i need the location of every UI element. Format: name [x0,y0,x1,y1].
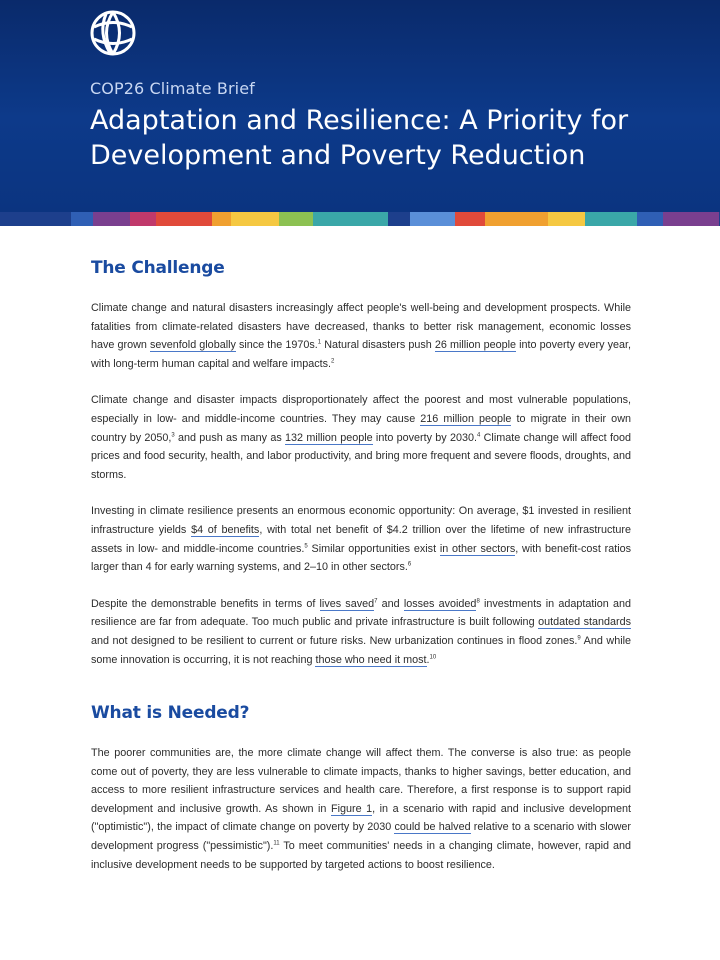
link-4-of-benefits[interactable]: $4 of benefits [191,523,260,536]
stripe-segment [548,212,585,226]
link-in-other-sectors[interactable]: in other sectors [439,542,516,555]
stripe-segment [485,212,548,226]
stripe-segment [0,212,71,226]
text: and not designed to be resilient to current or future risks. New urbanization continues in flood zones. [91,634,578,647]
stripe-segment [585,212,637,226]
stripe-segment [231,212,279,226]
section-heading-challenge: The Challenge [91,258,225,278]
stripe-segment [279,212,313,226]
text: To meet communities' needs in a changing climate, however, rapid and inclusive development needs to be supported by targeted actions to boost resilience. [91,840,631,871]
footnote-ref: 4 [477,431,481,438]
text: . [426,653,430,666]
stripe-segment [455,212,485,226]
link-132-million-people[interactable]: 132 million people [285,431,373,444]
text: , with benefit-cost ratios larger than 4 for early warning systems, and 2–10 in other sectors. [91,542,632,574]
paragraph [91,502,631,576]
footnote-ref: 8 [476,598,480,605]
footnote-ref: 10 [429,653,437,660]
text: into poverty every year, with long-term human capital and welfare impacts. [91,339,632,370]
footnote-ref: 7 [374,598,378,605]
link-figure-1[interactable]: Figure 1 [330,802,373,815]
page-title: Adaptation and Resilience: A Priority for Development and Poverty Reduction [90,105,629,171]
text: The poorer communities are, the more climate change will affect them. The converse is also true: as people come out of poverty, they are less vulnerable to climate impacts, thanks to higher savings, better education, and access to more resilient infrastructure services and health care. Therefore, a first response is to support rapid development and inclusive growth. As shown in [91,747,631,815]
link-losses-avoided[interactable]: losses avoided [403,597,477,610]
brief-header [0,0,720,214]
text: into poverty by 2030. [372,431,477,444]
text: to migrate in their own country by 2050, [91,412,631,444]
stripe-segment [410,212,455,226]
text: investments in adaptation and resilience are far from adequate. Too much public and private infrastructure is built following [91,597,631,629]
text: Climate change and natural disasters increasingly affect people's well-being and development prospects. While fatalities from climate-related disasters have decreased, thanks to better risk management, economic losses have grown [91,302,631,352]
link-216-million-people[interactable]: 216 million people [420,412,512,425]
footnote-ref: 11 [273,840,280,847]
link-lives-saved[interactable]: lives saved [319,597,375,610]
text: relative to a scenario with slower development progress ("pessimistic"). [91,821,632,853]
text: , in a scenario with rapid and inclusive development ("optimistic"), the impact of climate change on poverty by 2030 [91,802,632,834]
stripe-segment [637,212,663,226]
text: And while some innovation is occurring, it is not reaching [91,634,631,666]
link-sevenfold-globally[interactable]: sevenfold globally [149,339,236,352]
paragraph [91,391,631,484]
text: , with total net benefit of $4.2 trillion over the lifetime of new infrastructure assets in low- and middle-income countries. [91,523,631,555]
stripe-segment [156,212,212,226]
brief-subtitle: COP26 Climate Brief [90,79,255,98]
text: Climate change and disaster impacts disproportionately affect the poorest and most vulnerable populations, especially in low- and middle-income countries. They may cause [91,394,631,425]
stripe-segment [388,212,410,226]
footnote-ref: 2 [331,358,335,365]
stripe-segment [71,212,93,226]
paragraph [91,595,631,669]
text: Climate change will affect food prices and food security, health, and labor productivity, and bring more frequent and severe floods, droughts, and storms. [91,431,631,481]
stripe-segment [130,212,156,226]
paragraph [91,299,631,373]
footnote-ref: 3 [171,431,175,438]
footnote-ref: 1 [317,339,322,346]
globe-logo-icon [88,8,138,58]
text: Natural disasters push [321,339,435,352]
text: Similar opportunities exist [307,542,440,555]
text: Investing in climate resilience presents an enormous economic opportunity: On average, $1 invested in resilient infrastructure yields [91,505,631,536]
text: since the 1970s. [235,339,318,352]
stripe-segment [663,212,719,226]
text: and [377,597,404,610]
stripe-segment [212,212,231,226]
footnote-ref: 6 [407,561,412,568]
footnote-ref: 9 [577,635,581,642]
color-stripe-divider [0,212,720,226]
link-26-million-people[interactable]: 26 million people [434,339,517,352]
paragraph [91,744,631,874]
stripe-segment [93,212,130,226]
brief-body [91,258,631,892]
text: Despite the demonstrable benefits in terms of [91,597,320,610]
link-outdated-standards[interactable]: outdated standards [538,616,631,629]
link-could-be-halved[interactable]: could be halved [394,821,471,834]
section-heading-what-is-needed: What is Needed? [91,703,250,724]
footnote-ref: 5 [304,542,308,549]
link-those-who-need-it-most[interactable]: those who need it most [315,653,427,666]
text: and push as many as [174,431,286,444]
stripe-segment [313,212,388,226]
